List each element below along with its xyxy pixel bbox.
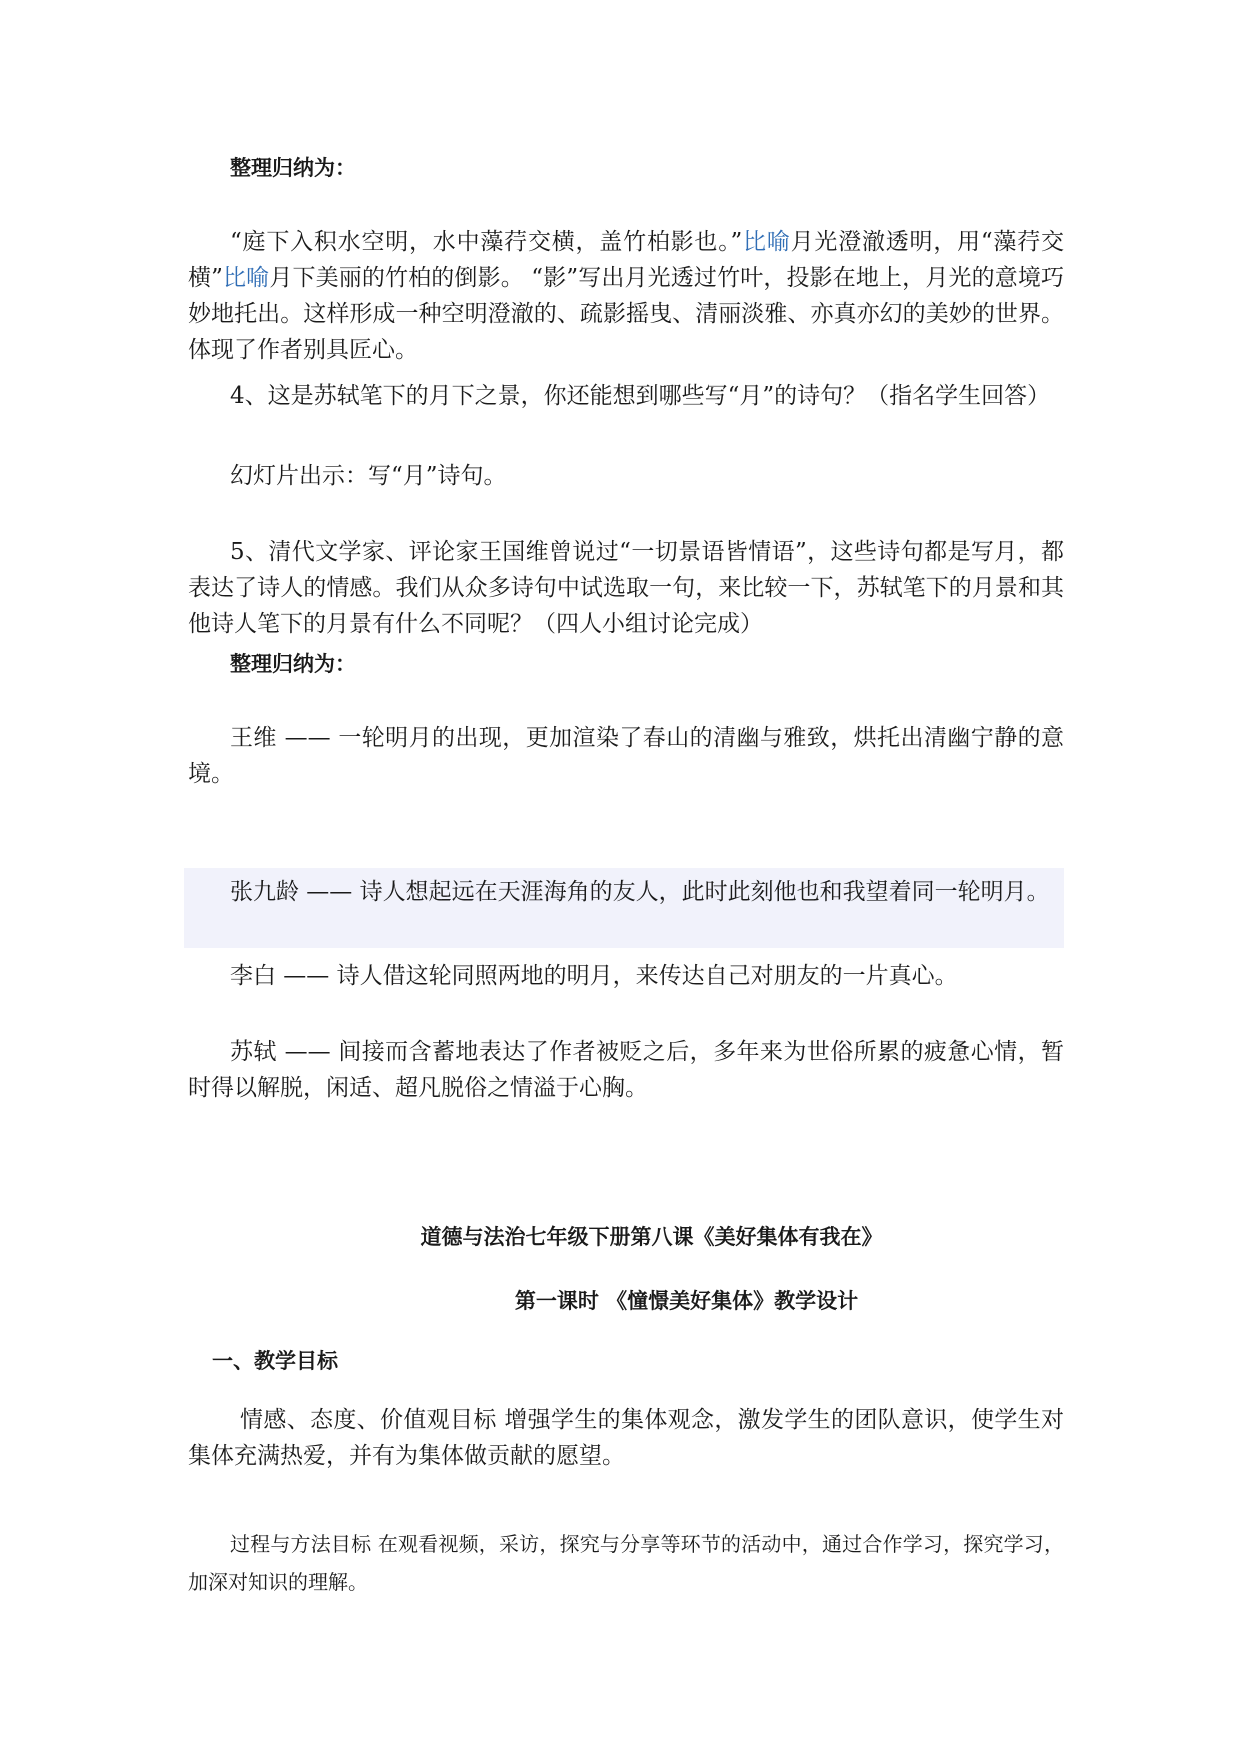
poet-comparison-item: 张九龄 —— 诗人想起远在天涯海角的友人，此时此刻他也和我望着同一轮明月。	[230, 879, 1050, 905]
section-heading-1: 整理归纳为：	[230, 156, 356, 180]
metaphor-term: 比喻	[222, 265, 270, 291]
slide-note: 幻灯片出示：写“月”诗句。	[230, 463, 507, 489]
poet-comparison-item: 李白 —— 诗人借这轮同照两地的明月，来传达自己对朋友的一片真心。	[230, 963, 958, 989]
poet-comparison-item: 王维 —— 一轮明月的出现，更加渲染了春山的清幽与雅致，烘托出清幽宁静的意境。	[188, 725, 1064, 787]
quote-text: “庭下入积水空明，水中藻荇交横，盖竹柏影也。”	[230, 229, 743, 255]
lesson-title: 道德与法治七年级下册第八课《美好集体有我在》	[420, 1225, 883, 1249]
section-heading-2: 整理归纳为：	[230, 652, 356, 676]
poet-comparison-item: 苏轼 —— 间接而含蓄地表达了作者被贬之后，多年来为世俗所累的疲惫心情，暂时得以解脱，闲适、超凡脱俗之情溢于心胸。	[188, 1039, 1064, 1101]
analysis-text: 月下美丽的竹柏的倒影。 “影”写出月光透过竹叶，投影在地上，月光的意境巧妙地托出。这样形成一种空明澄澈的、疏影摇曳、清丽淡雅、亦真亦幻的美妙的世界。体现了作者别具匠心。	[188, 265, 1065, 363]
goal-process: 过程与方法目标 在观看视频，采访，探究与分享等环节的活动中，通过合作学习，探究学习， 加深对知识的理解。	[188, 1532, 1064, 1594]
lesson-subtitle: 第一课时 《憧憬美好集体》教学设计	[514, 1289, 859, 1313]
question-4: 4、这是苏轼笔下的月下之景，你还能想到哪些写“月”的诗句？（指名学生回答）	[230, 383, 1051, 409]
goals-heading: 一、教学目标	[212, 1349, 338, 1373]
question-5: 5、清代文学家、评论家王国维曾说过“一切景语皆情语”，这些诗句都是写月，都表达了诗人的情感。我们从众多诗句中试选取一句，来比较一下，苏轼笔下的月景和其他诗人笔下的月景有什么不同呢？（四人小组讨论完成）	[188, 539, 1064, 637]
metaphor-term: 比喻	[742, 229, 791, 255]
analysis-paragraph	[188, 224, 1064, 368]
goal-attitude: 情感、态度、价值观目标 增强学生的集体观念，激发学生的团队意识，使学生对集体充满热爱，并有为集体做贡献的愿望。	[188, 1407, 1064, 1469]
analysis-text: 月光澄澈透明，用“藻荇交横”	[188, 229, 1065, 291]
